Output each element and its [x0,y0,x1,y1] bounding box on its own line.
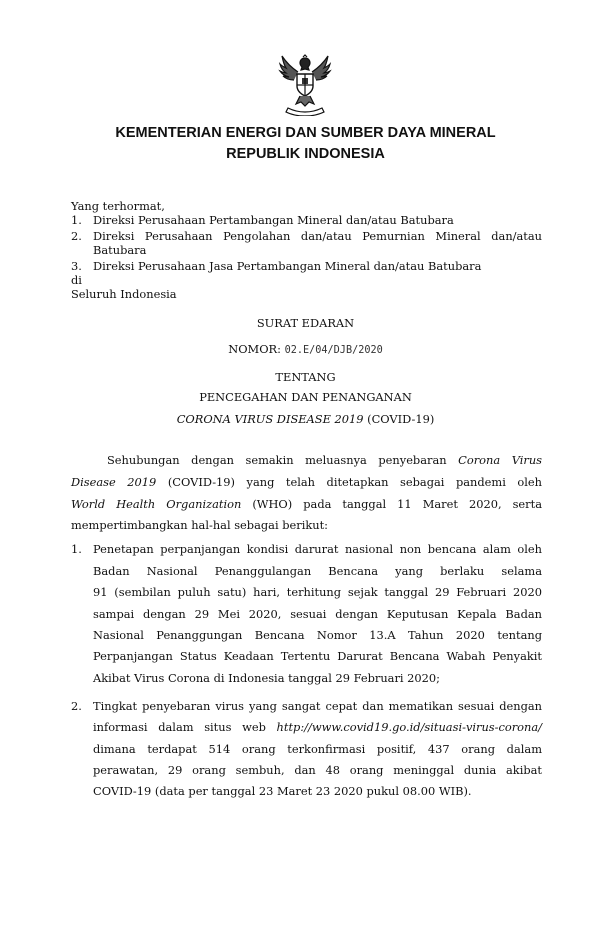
intro-line3-text: (WHO) pada tanggal 11 Maret 2020, serta [241,497,542,511]
point-1-line5: Nasional Penanggungan Bencana Nomor 13.A Tahun 2020 tentang [93,628,542,642]
letter-subject-suffix: (COVID-19) [363,412,435,426]
addressee-di: di [71,273,82,287]
letter-subject-line2 [0,412,611,426]
point-1-line3: 91 (sembilan puluh satu) hari, terhitung sejak tanggal 29 Februari 2020 [93,585,542,599]
ministry-name: KEMENTERIAN ENERGI DAN SUMBER DAYA MINERAL [115,125,496,141]
intro-line1 [107,453,542,467]
country-name: REPUBLIK INDONESIA [226,146,385,162]
point-2-line2-text: informasi dalam situs web [93,720,277,734]
letter-subject-line1: PENCEGAHAN DAN PENANGANAN [199,390,412,404]
point-1-line6: Perpanjangan Status Keadaan Tertentu Darurat Bencana Wabah Penyakit [93,649,542,663]
letter-about: TENTANG [275,370,336,384]
intro-line3 [71,497,542,511]
addressee-1-number: 1. [71,213,82,227]
intro-line2-text: (COVID-19) yang telah ditetapkan sebagai pandemi oleh [156,475,542,489]
greeting: Yang terhormat, [71,199,165,213]
addressee-1: Direksi Perusahaan Pertambangan Mineral dan/atau Batubara [93,213,454,227]
letter-number [0,342,611,358]
point-2-line5: COVID-19 (data per tanggal 23 Maret 23 2020 pukul 08.00 WIB). [93,784,472,798]
point-1-line1: Penetapan perpanjangan kondisi darurat nasional non bencana alam oleh [93,542,542,556]
point-2-number: 2. [71,699,82,713]
letter-type: SURAT EDARAN [256,316,355,330]
intro-line2-italic: Disease 2019 [71,475,157,489]
addressee-3: Direksi Perusahaan Jasa Pertambangan Mineral dan/atau Batubara [93,259,482,273]
point-1-line4: sampai dengan 29 Mei 2020, sesuai dengan Keputusan Kepala Badan [93,607,542,621]
point-1-number: 1. [71,542,82,556]
covid19-link[interactable]: http://www.covid19.go.id/situasi-virus-corona/ [276,720,542,734]
point-2-line3: dimana terdapat 514 orang terkonfirmasi positif, 437 orang dalam [93,742,542,756]
point-2-line4: perawatan, 29 orang sembuh, dan 48 orang meninggal dunia akibat [93,763,542,777]
garuda-emblem-icon [276,54,334,116]
intro-line4: mempertimbangkan hal-hal sebagai berikut: [71,518,329,532]
point-2-line2 [93,720,542,734]
point-1-line7: Akibat Virus Corona di Indonesia tanggal 29 Februari 2020; [93,671,440,685]
intro-line2 [71,475,542,489]
addressee-2-line1: Direksi Perusahaan Pengolahan dan/atau Pemurnian Mineral dan/atau [93,229,542,243]
intro-line1-text: Sehubungan dengan semakin meluasnya penyebaran [107,453,459,467]
addressee-2-number: 2. [71,229,82,243]
point-1-line2: Badan Nasional Penanggulangan Bencana yang berlaku selama [93,564,542,578]
addressee-location: Seluruh Indonesia [71,287,177,301]
point-2-line1: Tingkat penyebaran virus yang sangat cepat dan mematikan sesuai dengan [93,699,542,713]
intro-line1-italic: Corona Virus [458,453,543,467]
letter-number-label: NOMOR: [228,342,281,356]
intro-line3-italic: World Health Organization [71,497,242,511]
letter-subject-italic: CORONA VIRUS DISEASE 2019 [176,412,364,426]
addressee-3-number: 3. [71,259,82,273]
addressee-2-line2: Batubara [93,243,147,257]
letter-number-value: 02.E/04/DJB/2020 [284,345,383,356]
